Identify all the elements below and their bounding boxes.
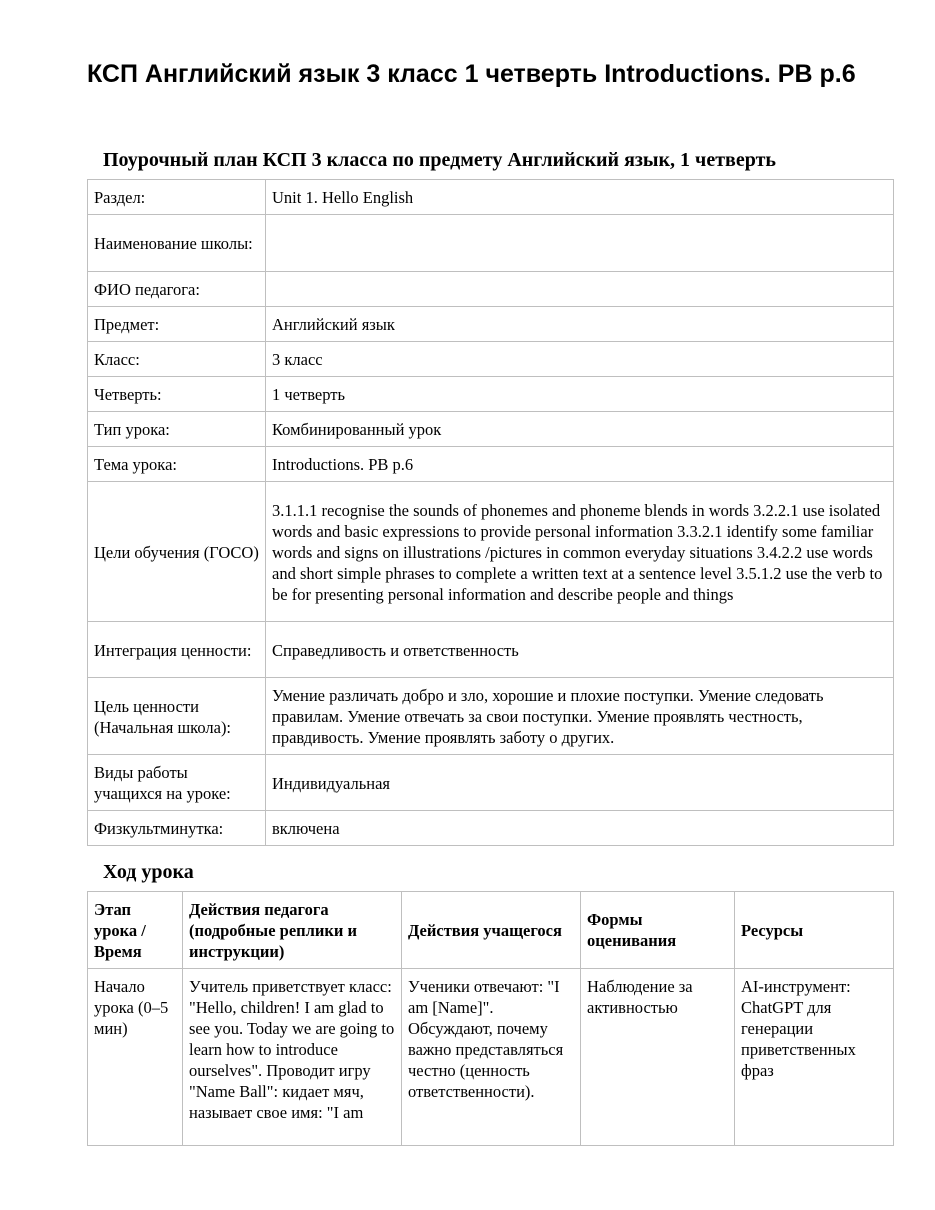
plan-value: Справедливость и ответственность (266, 622, 894, 678)
plan-row-work-types (88, 755, 894, 811)
plan-row-lesson-type (88, 412, 894, 447)
plan-label: Наименование школы: (88, 215, 266, 272)
plan-label: Предмет: (88, 307, 266, 342)
plan-row-values-integration (88, 622, 894, 678)
plan-value: 3.1.1.1 recognise the sounds of phonemes and phoneme blends in words 3.2.2.1 use isolated words and basic expressions to provide personal information 3.3.2.1 identify some familiar words and signs on illustrations /pictures in common everyday situations 3.4.2.2 use words and short simple phrases to complete a written text at a sentence level 3.5.1.2 use the verb to be for presenting personal information and describe people and things (266, 482, 894, 622)
column-header-student-actions: Действия учащегося (402, 892, 581, 969)
student-actions-cell (402, 969, 581, 1146)
steps-header-row (88, 892, 894, 969)
column-header-stage: Этап урока / Время (88, 892, 183, 969)
plan-value: 3 класс (266, 342, 894, 377)
plan-label: Класс: (88, 342, 266, 377)
column-header-teacher-actions: Действия педагога (подробные реплики и инструкции) (183, 892, 402, 969)
lesson-plan-table (87, 179, 894, 846)
plan-label: Виды работы учащихся на уроке: (88, 755, 266, 811)
plan-row-quarter (88, 377, 894, 412)
lesson-steps-table (87, 891, 894, 1146)
plan-value: Английский язык (266, 307, 894, 342)
plan-value: включена (266, 811, 894, 846)
plan-value (266, 272, 894, 307)
teacher-actions-text: Учитель приветствует класс: "Hello, children! I am glad to see you. Today we are going to learn how to introduce ourselves". Проводит игру "Name Ball": кидает мяч, называет свое имя: "I am (189, 977, 395, 1122)
plan-label: Цель ценности (Начальная школа): (88, 678, 266, 755)
plan-value: 1 четверть (266, 377, 894, 412)
plan-label: Тип урока: (88, 412, 266, 447)
column-header-resources: Ресурсы (735, 892, 894, 969)
plan-row-objectives (88, 482, 894, 622)
lesson-steps-heading: Ход урока (103, 861, 194, 883)
plan-label: Тема урока: (88, 447, 266, 482)
teacher-actions-cell (183, 969, 402, 1146)
plan-label: ФИО педагога: (88, 272, 266, 307)
plan-row-values-goal (88, 678, 894, 755)
plan-value (266, 215, 894, 272)
plan-label: Цели обучения (ГОСО) (88, 482, 266, 622)
document-title: КСП Английский язык 3 класс 1 четверть Introductions. PB p.6 (87, 60, 856, 88)
plan-row-teacher (88, 272, 894, 307)
resources-text: AI-инструмент: ChatGPT для генерации приветственных фраз (741, 977, 856, 1080)
table-row (88, 969, 894, 1146)
resources-cell (735, 969, 894, 1146)
assessment-text: Наблюдение за активностью (587, 977, 693, 1017)
plan-value: Комбинированный урок (266, 412, 894, 447)
plan-label: Четверть: (88, 377, 266, 412)
plan-label: Физкультминутка: (88, 811, 266, 846)
plan-value: Индивидуальная (266, 755, 894, 811)
plan-row-topic (88, 447, 894, 482)
student-actions-text: Ученики отвечают: "I am [Name]". Обсуждают, почему важно представляться честно (ценность ответственности). (408, 977, 564, 1101)
stage-text: Начало урока (0–5 мин) (94, 977, 169, 1038)
plan-row-section (88, 180, 894, 215)
plan-heading: Поурочный план КСП 3 класса по предмету Английский язык, 1 четверть (103, 149, 776, 171)
plan-row-grade (88, 342, 894, 377)
column-header-assessment: Формы оценивания (581, 892, 735, 969)
plan-label: Интеграция ценности: (88, 622, 266, 678)
plan-value: Unit 1. Hello English (266, 180, 894, 215)
plan-label: Раздел: (88, 180, 266, 215)
assessment-cell (581, 969, 735, 1146)
plan-value: Introductions. PB p.6 (266, 447, 894, 482)
plan-value: Умение различать добро и зло, хорошие и плохие поступки. Умение следовать правилам. Умение отвечать за свои поступки. Умение проявлять честность, правдивость. Умение проявлять заботу о других. (266, 678, 894, 755)
stage-cell (88, 969, 183, 1146)
plan-row-exercise-break (88, 811, 894, 846)
plan-row-school (88, 215, 894, 272)
plan-row-subject (88, 307, 894, 342)
